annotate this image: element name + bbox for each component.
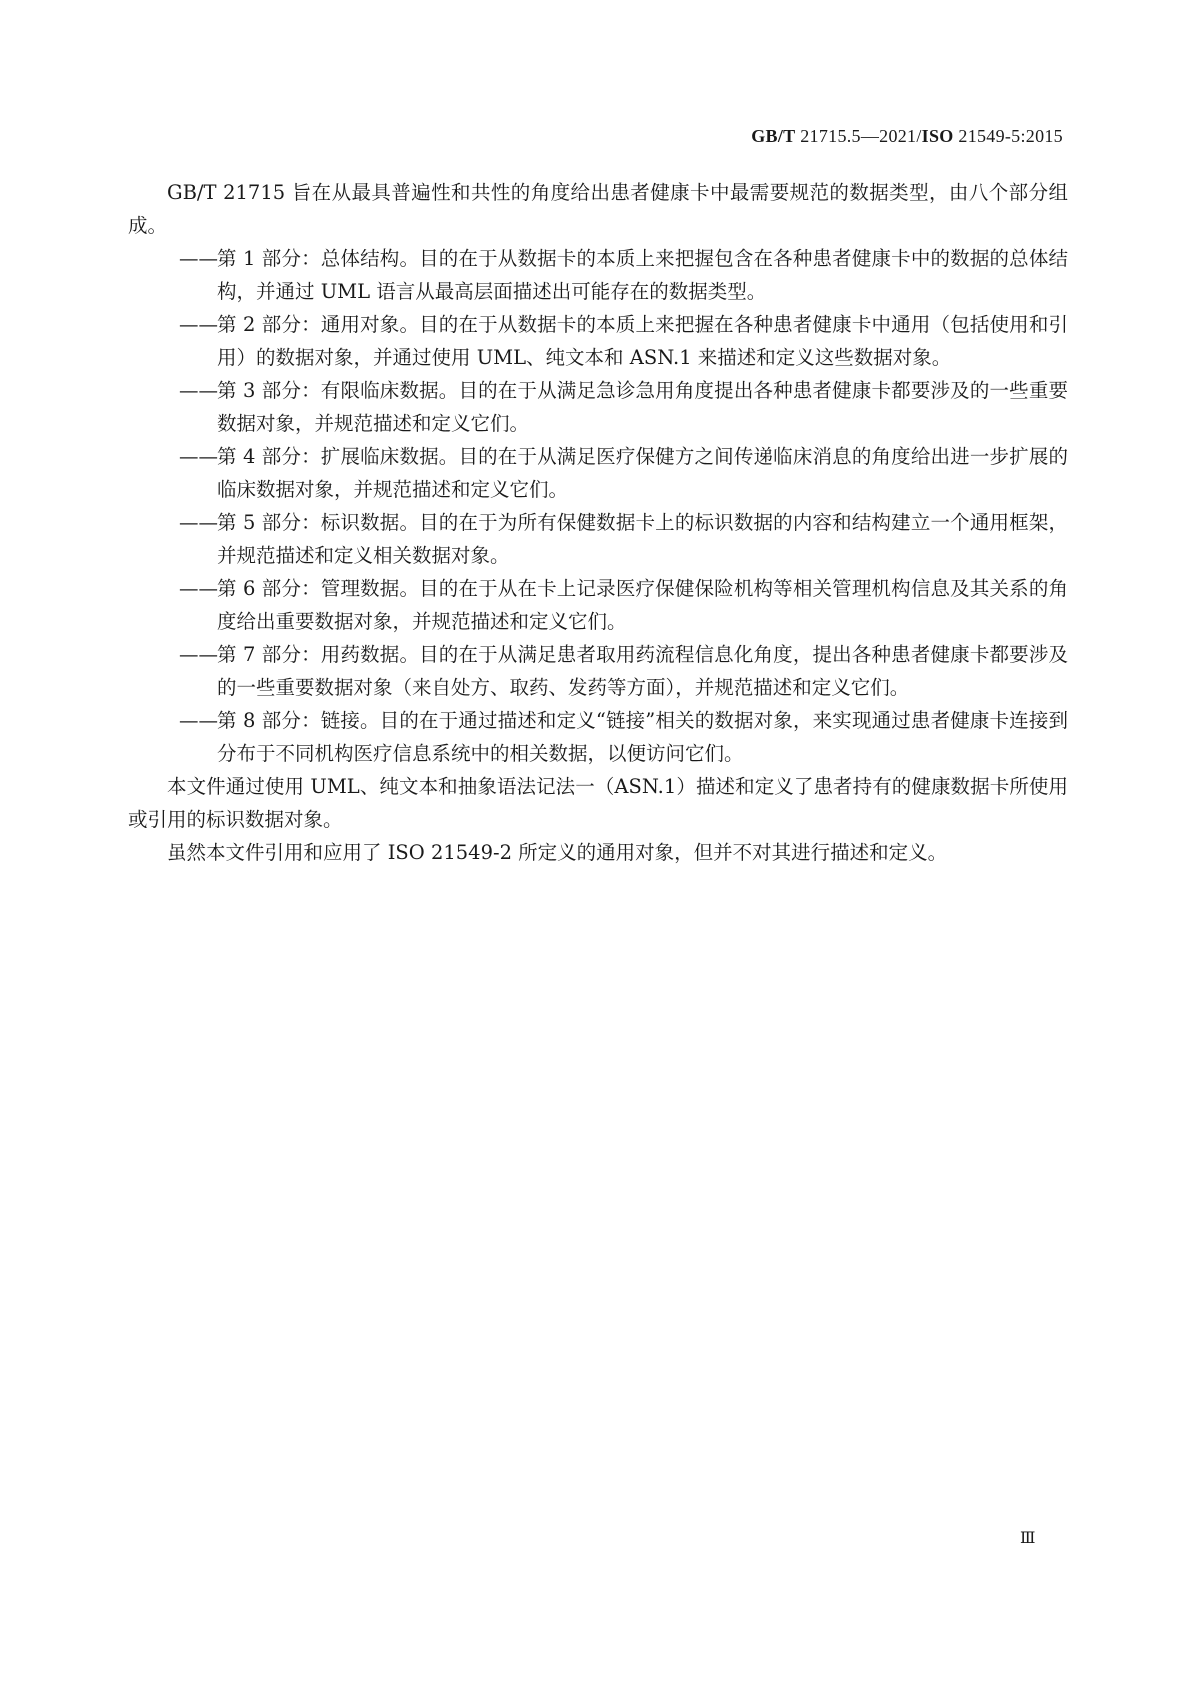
intro-paragraph: GB/T 21715 旨在从最具普遍性和共性的角度给出患者健康卡中最需要规范的数据类型，由八个部分组成。 [128, 181, 1068, 237]
document-body [128, 176, 1068, 869]
list-dash: —— [179, 247, 218, 270]
list-dash: —— [179, 313, 218, 336]
part-text: 第 8 部分：链接。目的在于通过描述和定义“链接”相关的数据对象，来实现通过患者健康卡连接到分布于不同机构医疗信息系统中的相关数据，以便访问它们。 [217, 709, 1068, 765]
part-text: 第 1 部分：总体结构。目的在于从数据卡的本质上来把握包含在各种患者健康卡中的数据的总体结构，并通过 UML 语言从最高层面描述出可能存在的数据类型。 [217, 247, 1068, 303]
part-item [128, 506, 1068, 572]
uml-paragraph: 本文件通过使用 UML、纯文本和抽象语法记法一（ASN.1）描述和定义了患者持有的健康数据卡所使用或引用的标识数据对象。 [128, 775, 1068, 831]
part-item [128, 704, 1068, 770]
part-text: 第 6 部分：管理数据。目的在于从在卡上记录医疗保健保险机构等相关管理机构信息及其关系的角度给出重要数据对象，并规范描述和定义它们。 [217, 577, 1068, 633]
header-gb-prefix: GB/T [751, 126, 796, 146]
header-iso-number: 21549-5:2015 [958, 126, 1063, 146]
part-item [128, 308, 1068, 374]
part-item [128, 242, 1068, 308]
list-dash: —— [179, 709, 218, 732]
page-number: Ⅲ [1020, 1530, 1037, 1547]
part-text: 第 3 部分：有限临床数据。目的在于从满足急诊急用角度提出各种患者健康卡都要涉及的一些重要数据对象，并规范描述和定义它们。 [217, 379, 1068, 435]
iso-paragraph: 虽然本文件引用和应用了 ISO 21549-2 所定义的通用对象，但并不对其进行描述和定义。 [167, 841, 948, 864]
list-dash: —— [179, 577, 218, 600]
document-header [751, 126, 1063, 147]
list-dash: —— [179, 511, 218, 534]
part-item [128, 374, 1068, 440]
header-iso-prefix: ISO [921, 126, 954, 146]
header-gb-number: 21715.5—2021/ [800, 126, 922, 146]
part-item [128, 572, 1068, 638]
part-text: 第 5 部分：标识数据。目的在于为所有保健数据卡上的标识数据的内容和结构建立一个通用框架，并规范描述和定义相关数据对象。 [217, 511, 1068, 567]
part-item [128, 440, 1068, 506]
part-text: 第 2 部分：通用对象。目的在于从数据卡的本质上来把握在各种患者健康卡中通用（包括使用和引用）的数据对象，并通过使用 UML、纯文本和 ASN.1 来描述和定义这些数据对象。 [217, 313, 1068, 369]
list-dash: —— [179, 379, 218, 402]
part-item [128, 638, 1068, 704]
part-text: 第 7 部分：用药数据。目的在于从满足患者取用药流程信息化角度，提出各种患者健康卡都要涉及的一些重要数据对象（来自处方、取药、发药等方面），并规范描述和定义它们。 [217, 643, 1068, 699]
part-text: 第 4 部分：扩展临床数据。目的在于从满足医疗保健方之间传递临床消息的角度给出进一步扩展的临床数据对象，并规范描述和定义它们。 [217, 445, 1068, 501]
list-dash: —— [179, 445, 218, 468]
list-dash: —— [179, 643, 218, 666]
